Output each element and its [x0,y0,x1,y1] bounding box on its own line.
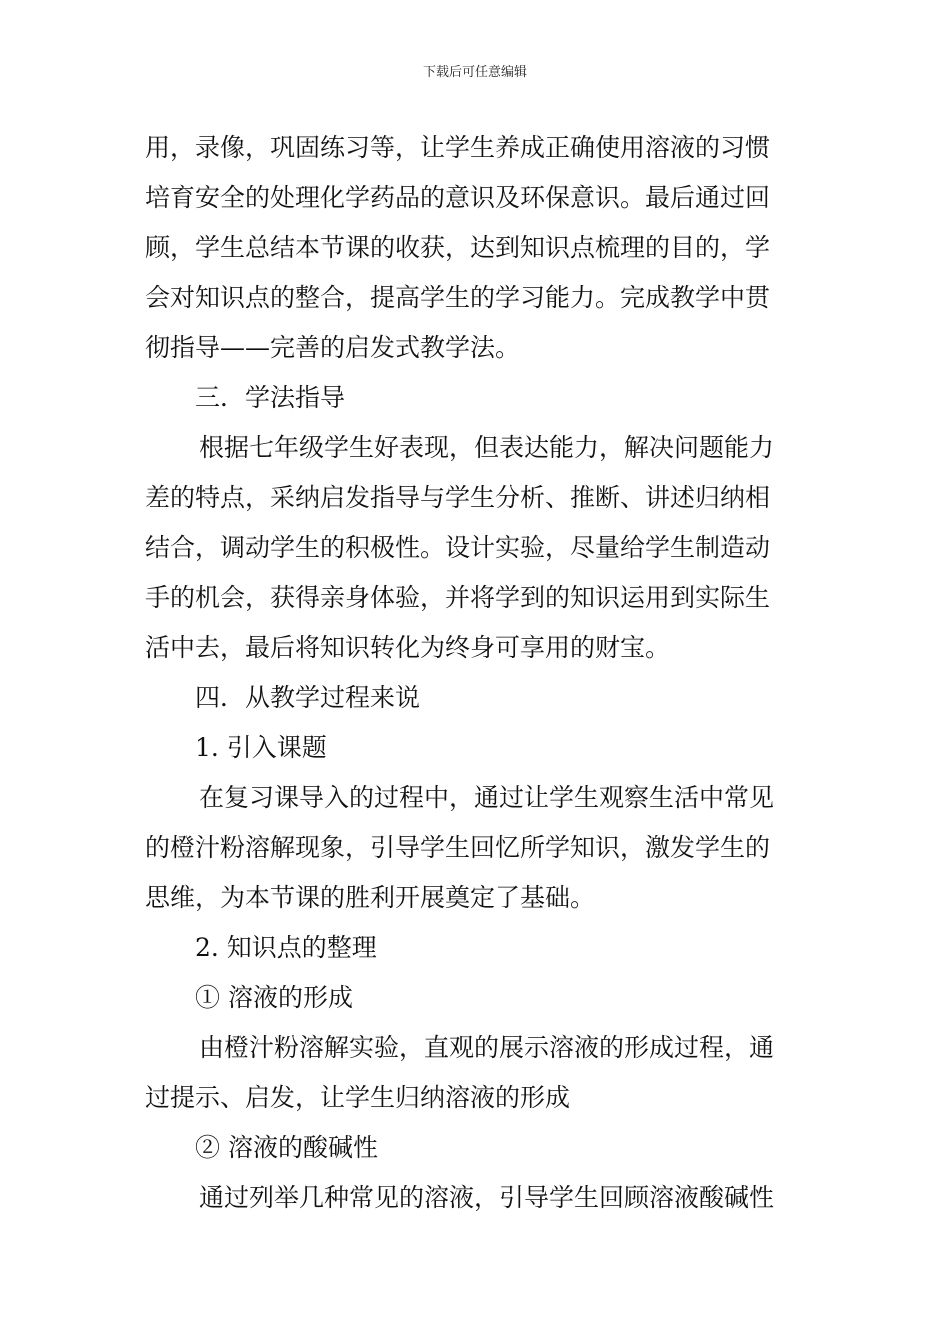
paragraph-first-line: 通过列举几种常见的溶液，引导学生回顾溶液酸碱性 [199,1183,775,1212]
text-line: 彻指导——完善的启发式教学法。 [145,333,521,362]
text-line: 的橙汁粉溶解现象，引导学生回忆所学知识，激发学生的 [145,833,771,862]
text-line: 顾，学生总结本节课的收获，达到知识点梳理的目的，学 [145,233,771,262]
subsection-heading: 2. 知识点的整理 [195,933,377,962]
item-heading: ① 溶液的形成 [195,983,353,1012]
text-line: 思维，为本节课的胜利开展奠定了基础。 [145,883,596,912]
text-line: 用，录像，巩固练习等，让学生养成正确使用溶液的习惯 [145,133,771,162]
paragraph-first-line: 在复习课导入的过程中，通过让学生观察生活中常见 [199,783,775,812]
document-body [145,123,810,1223]
text-line: 过提示、启发，让学生归纳溶液的形成 [145,1083,571,1112]
text-line: 会对知识点的整合，提高学生的学习能力。完成教学中贯 [145,283,771,312]
paragraph-first-line: 由橙汁粉溶解实验，直观的展示溶液的形成过程，通 [199,1033,775,1062]
subsection-heading: 1. 引入课题 [195,733,327,762]
paragraph-first-line: 根据七年级学生好表现，但表达能力，解决问题能力 [199,433,775,462]
page-header: 下载后可任意编辑 [422,65,527,80]
item-heading: ② 溶液的酸碱性 [195,1133,378,1162]
section-heading: 四．从教学过程来说 [195,683,421,712]
text-line: 培育安全的处理化学药品的意识及环保意识。最后通过回 [145,183,771,212]
text-line: 差的特点，采纳启发指导与学生分析、推断、讲述归纳相 [145,483,771,512]
section-heading: 三．学法指导 [195,383,346,412]
text-line: 结合，调动学生的积极性。设计实验，尽量给学生制造动 [145,533,771,562]
text-line: 手的机会，获得亲身体验，并将学到的知识运用到实际生 [145,583,771,612]
text-line: 活中去，最后将知识转化为终身可享用的财宝。 [145,633,671,662]
